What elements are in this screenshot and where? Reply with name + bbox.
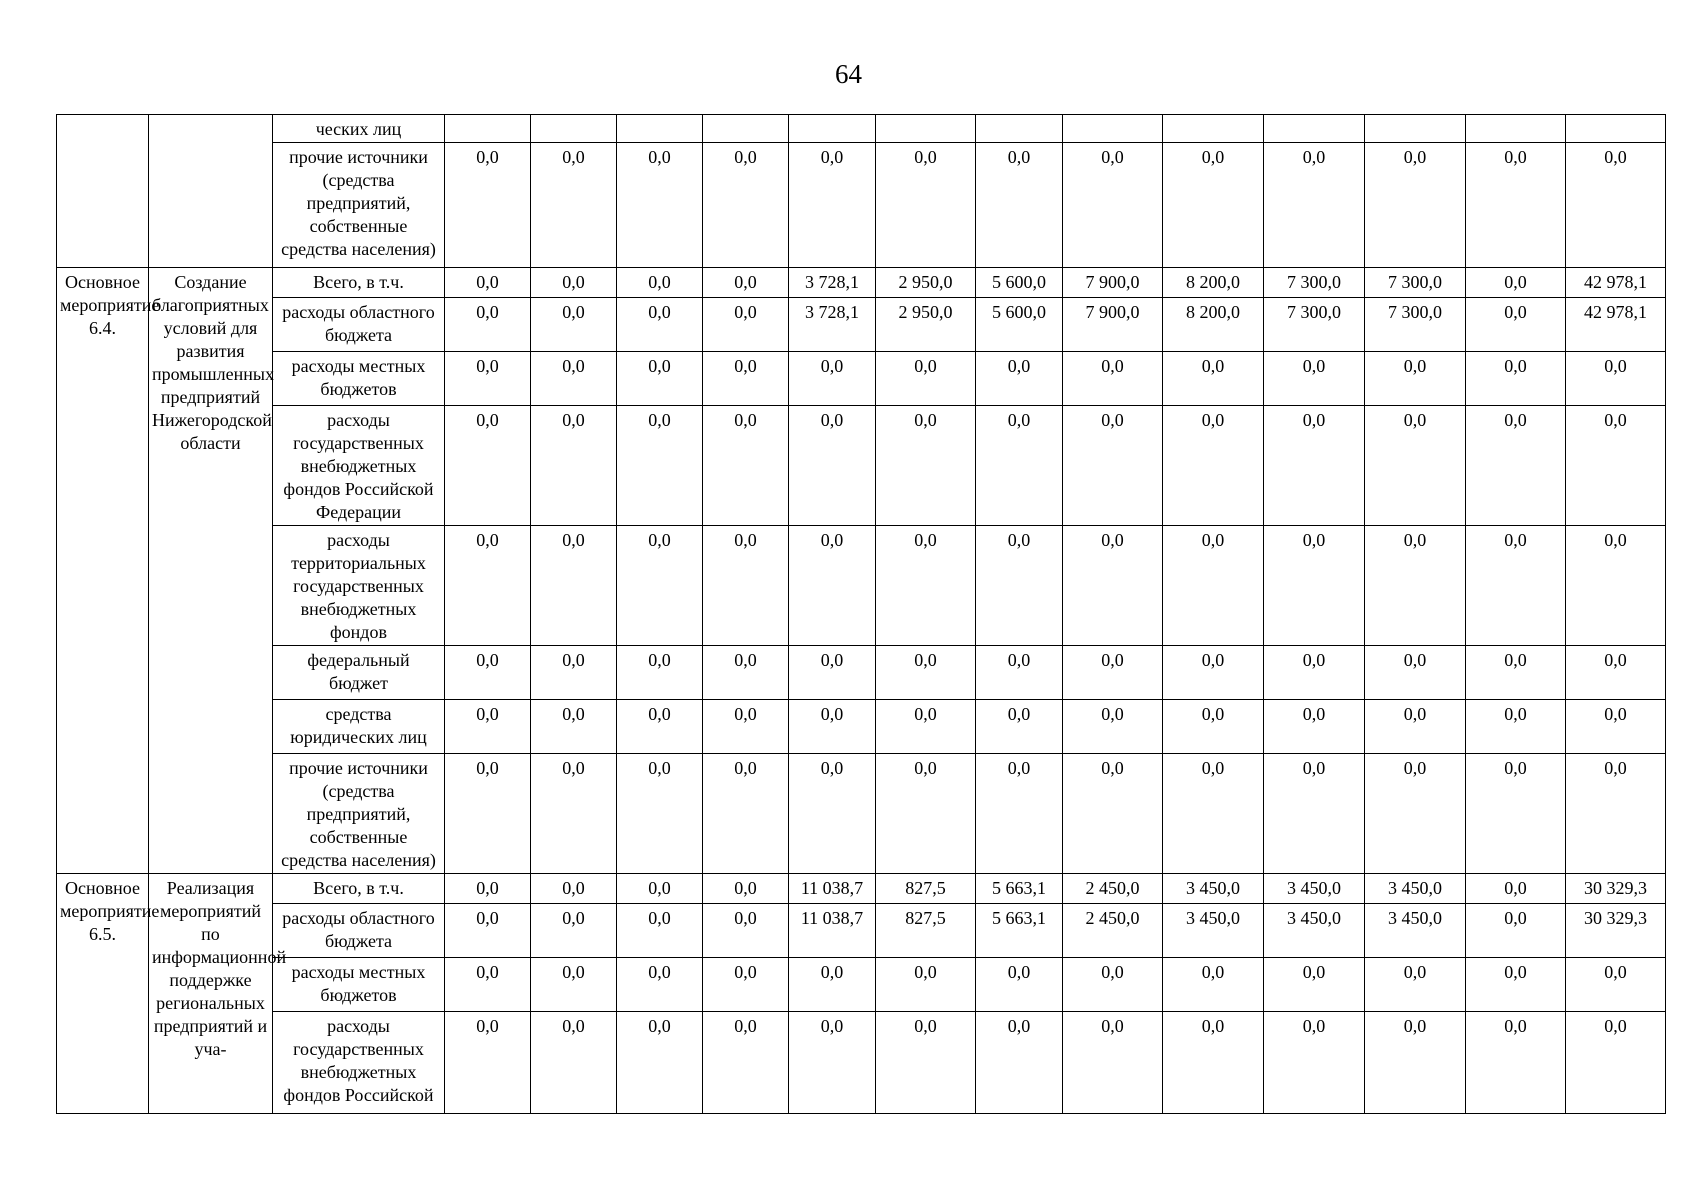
- value-cell: 0,0: [1365, 646, 1466, 700]
- value-cell: 0,0: [1365, 754, 1466, 874]
- value-cell: 0,0: [617, 526, 703, 646]
- event-title-cell: [149, 115, 273, 268]
- funding-source-cell: прочие источники (средства предприятий, собственные средства населения): [273, 754, 445, 874]
- value-cell: 0,0: [531, 754, 617, 874]
- value-cell: 0,0: [703, 754, 789, 874]
- value-cell: 0,0: [703, 406, 789, 526]
- value-cell: 0,0: [1466, 526, 1566, 646]
- value-cell: 0,0: [789, 352, 876, 406]
- value-cell: 0,0: [1063, 406, 1163, 526]
- value-cell: 0,0: [703, 958, 789, 1012]
- value-cell: 0,0: [703, 268, 789, 298]
- value-cell: 0,0: [617, 904, 703, 958]
- funding-source-cell: расходы областного бюджета: [273, 298, 445, 352]
- value-cell: 0,0: [876, 406, 976, 526]
- value-cell: 0,0: [703, 646, 789, 700]
- value-cell: 0,0: [531, 874, 617, 904]
- value-cell: 0,0: [617, 143, 703, 268]
- funding-source-cell: расходы местных бюджетов: [273, 958, 445, 1012]
- value-cell: 0,0: [1365, 526, 1466, 646]
- budget-table: [56, 114, 1666, 1114]
- value-cell: 8 200,0: [1163, 298, 1264, 352]
- value-cell: [1466, 115, 1566, 143]
- value-cell: 5 663,1: [976, 904, 1063, 958]
- table-row: [57, 874, 1666, 904]
- funding-source-cell: расходы областного бюджета: [273, 904, 445, 958]
- value-cell: 0,0: [876, 1012, 976, 1114]
- value-cell: 0,0: [1365, 143, 1466, 268]
- value-cell: 30 329,3: [1566, 904, 1666, 958]
- value-cell: 0,0: [976, 754, 1063, 874]
- table-row: [57, 700, 1666, 754]
- value-cell: 0,0: [1063, 646, 1163, 700]
- value-cell: 0,0: [531, 268, 617, 298]
- value-cell: 0,0: [976, 406, 1063, 526]
- value-cell: 0,0: [617, 352, 703, 406]
- value-cell: 0,0: [445, 700, 531, 754]
- value-cell: [445, 115, 531, 143]
- value-cell: 0,0: [531, 1012, 617, 1114]
- value-cell: 0,0: [1264, 700, 1365, 754]
- page-number: 64: [835, 59, 862, 89]
- value-cell: 0,0: [531, 700, 617, 754]
- value-cell: 7 300,0: [1365, 268, 1466, 298]
- value-cell: 0,0: [789, 526, 876, 646]
- funding-source-cell: расходы территориальных государственных внебюджетных фондов: [273, 526, 445, 646]
- value-cell: 0,0: [876, 646, 976, 700]
- value-cell: 0,0: [1264, 406, 1365, 526]
- value-cell: 0,0: [1566, 700, 1666, 754]
- budget-table-body: [57, 115, 1666, 1114]
- value-cell: [1063, 115, 1163, 143]
- value-cell: 827,5: [876, 874, 976, 904]
- value-cell: 0,0: [445, 646, 531, 700]
- value-cell: 0,0: [617, 646, 703, 700]
- funding-source-cell: расходы местных бюджетов: [273, 352, 445, 406]
- value-cell: [1163, 115, 1264, 143]
- value-cell: 2 950,0: [876, 298, 976, 352]
- value-cell: 0,0: [1566, 754, 1666, 874]
- value-cell: 0,0: [1163, 1012, 1264, 1114]
- value-cell: 11 038,7: [789, 874, 876, 904]
- value-cell: 0,0: [1466, 1012, 1566, 1114]
- funding-source-cell: федеральный бюджет: [273, 646, 445, 700]
- value-cell: 0,0: [976, 1012, 1063, 1114]
- value-cell: 0,0: [617, 700, 703, 754]
- value-cell: 0,0: [1063, 526, 1163, 646]
- value-cell: 0,0: [876, 700, 976, 754]
- value-cell: [976, 115, 1063, 143]
- value-cell: 0,0: [976, 143, 1063, 268]
- value-cell: [789, 115, 876, 143]
- value-cell: 7 300,0: [1264, 298, 1365, 352]
- value-cell: 42 978,1: [1566, 298, 1666, 352]
- value-cell: 0,0: [1365, 352, 1466, 406]
- value-cell: 3 450,0: [1365, 874, 1466, 904]
- value-cell: 0,0: [617, 298, 703, 352]
- table-row: [57, 268, 1666, 298]
- value-cell: 0,0: [531, 646, 617, 700]
- table-row: [57, 115, 1666, 143]
- value-cell: 7 900,0: [1063, 268, 1163, 298]
- value-cell: 42 978,1: [1566, 268, 1666, 298]
- value-cell: 8 200,0: [1163, 268, 1264, 298]
- funding-source-cell: Всего, в т.ч.: [273, 874, 445, 904]
- value-cell: 0,0: [1264, 526, 1365, 646]
- event-title-cell: Реализация мероприятий по информационной поддержке региональных предприятий и уча-: [149, 874, 273, 1114]
- value-cell: 0,0: [531, 352, 617, 406]
- funding-source-cell: ческих лиц: [273, 115, 445, 143]
- value-cell: 0,0: [445, 268, 531, 298]
- value-cell: 0,0: [1466, 406, 1566, 526]
- value-cell: 0,0: [531, 298, 617, 352]
- value-cell: 0,0: [1566, 143, 1666, 268]
- value-cell: 11 038,7: [789, 904, 876, 958]
- value-cell: 0,0: [789, 754, 876, 874]
- value-cell: 0,0: [1365, 700, 1466, 754]
- value-cell: 3 450,0: [1163, 874, 1264, 904]
- table-row: [57, 904, 1666, 958]
- value-cell: 0,0: [531, 406, 617, 526]
- table-row: [57, 143, 1666, 268]
- value-cell: 3 450,0: [1163, 904, 1264, 958]
- value-cell: 2 450,0: [1063, 904, 1163, 958]
- value-cell: 0,0: [1466, 268, 1566, 298]
- value-cell: 5 663,1: [976, 874, 1063, 904]
- value-cell: 0,0: [1466, 700, 1566, 754]
- value-cell: 0,0: [1365, 958, 1466, 1012]
- value-cell: 0,0: [617, 406, 703, 526]
- value-cell: 0,0: [1063, 143, 1163, 268]
- value-cell: 7 300,0: [1264, 268, 1365, 298]
- value-cell: 0,0: [1566, 406, 1666, 526]
- value-cell: 0,0: [445, 1012, 531, 1114]
- value-cell: 3 728,1: [789, 298, 876, 352]
- value-cell: 0,0: [531, 904, 617, 958]
- value-cell: 0,0: [1163, 143, 1264, 268]
- value-cell: 827,5: [876, 904, 976, 958]
- value-cell: 0,0: [703, 904, 789, 958]
- table-row: [57, 526, 1666, 646]
- table-row: [57, 406, 1666, 526]
- value-cell: [703, 115, 789, 143]
- value-cell: 3 450,0: [1264, 874, 1365, 904]
- value-cell: 0,0: [445, 526, 531, 646]
- value-cell: 0,0: [703, 352, 789, 406]
- event-title-cell: Создание благоприятных условий для развития промышленных предприятий Нижегородской области: [149, 268, 273, 874]
- value-cell: 0,0: [445, 874, 531, 904]
- value-cell: 0,0: [876, 526, 976, 646]
- value-cell: 0,0: [445, 352, 531, 406]
- value-cell: 0,0: [1063, 1012, 1163, 1114]
- value-cell: 7 300,0: [1365, 298, 1466, 352]
- value-cell: 3 450,0: [1264, 904, 1365, 958]
- value-cell: 0,0: [976, 352, 1063, 406]
- value-cell: 0,0: [617, 874, 703, 904]
- value-cell: 0,0: [1365, 406, 1466, 526]
- value-cell: 0,0: [703, 143, 789, 268]
- table-row: [57, 958, 1666, 1012]
- value-cell: 0,0: [1063, 352, 1163, 406]
- funding-source-cell: Всего, в т.ч.: [273, 268, 445, 298]
- value-cell: 0,0: [789, 700, 876, 754]
- value-cell: 0,0: [1163, 754, 1264, 874]
- event-number-cell: Основное мероприятие 6.5.: [57, 874, 149, 1114]
- value-cell: 3 450,0: [1365, 904, 1466, 958]
- value-cell: 0,0: [789, 406, 876, 526]
- value-cell: 0,0: [1264, 754, 1365, 874]
- funding-source-cell: прочие источники (средства предприятий, собственные средства населения): [273, 143, 445, 268]
- value-cell: 0,0: [1163, 352, 1264, 406]
- value-cell: 3 728,1: [789, 268, 876, 298]
- value-cell: 0,0: [789, 143, 876, 268]
- table-row: [57, 754, 1666, 874]
- value-cell: 0,0: [445, 958, 531, 1012]
- value-cell: 0,0: [531, 526, 617, 646]
- value-cell: 30 329,3: [1566, 874, 1666, 904]
- value-cell: 0,0: [617, 958, 703, 1012]
- value-cell: [1566, 115, 1666, 143]
- value-cell: 0,0: [531, 143, 617, 268]
- funding-source-cell: расходы государственных внебюджетных фондов Российской: [273, 1012, 445, 1114]
- value-cell: 0,0: [1264, 958, 1365, 1012]
- value-cell: [1365, 115, 1466, 143]
- value-cell: 0,0: [1063, 700, 1163, 754]
- table-row: [57, 646, 1666, 700]
- value-cell: 0,0: [617, 1012, 703, 1114]
- value-cell: 0,0: [1163, 526, 1264, 646]
- value-cell: 0,0: [1163, 646, 1264, 700]
- table-row: [57, 1012, 1666, 1114]
- value-cell: 0,0: [1264, 646, 1365, 700]
- value-cell: 0,0: [1063, 958, 1163, 1012]
- table-row: [57, 298, 1666, 352]
- value-cell: 0,0: [703, 874, 789, 904]
- value-cell: 0,0: [617, 268, 703, 298]
- value-cell: 0,0: [876, 958, 976, 1012]
- value-cell: [531, 115, 617, 143]
- value-cell: 0,0: [1466, 754, 1566, 874]
- value-cell: 0,0: [789, 958, 876, 1012]
- value-cell: [876, 115, 976, 143]
- value-cell: 0,0: [1566, 352, 1666, 406]
- value-cell: 0,0: [703, 1012, 789, 1114]
- funding-source-cell: средства юридических лиц: [273, 700, 445, 754]
- value-cell: 0,0: [1566, 646, 1666, 700]
- value-cell: 0,0: [445, 143, 531, 268]
- value-cell: 0,0: [976, 646, 1063, 700]
- value-cell: 0,0: [1163, 958, 1264, 1012]
- value-cell: 0,0: [976, 958, 1063, 1012]
- value-cell: 0,0: [876, 143, 976, 268]
- value-cell: 5 600,0: [976, 268, 1063, 298]
- value-cell: 0,0: [445, 904, 531, 958]
- event-number-cell: [57, 115, 149, 268]
- value-cell: 0,0: [976, 700, 1063, 754]
- value-cell: [1264, 115, 1365, 143]
- value-cell: 0,0: [531, 958, 617, 1012]
- value-cell: 0,0: [1566, 1012, 1666, 1114]
- value-cell: 0,0: [1466, 958, 1566, 1012]
- value-cell: 0,0: [1264, 352, 1365, 406]
- value-cell: 0,0: [1163, 406, 1264, 526]
- value-cell: 0,0: [1466, 298, 1566, 352]
- value-cell: [617, 115, 703, 143]
- value-cell: 5 600,0: [976, 298, 1063, 352]
- value-cell: 0,0: [1063, 754, 1163, 874]
- value-cell: 0,0: [876, 754, 976, 874]
- value-cell: 0,0: [1466, 904, 1566, 958]
- value-cell: 0,0: [1365, 1012, 1466, 1114]
- value-cell: 0,0: [789, 1012, 876, 1114]
- value-cell: 0,0: [617, 754, 703, 874]
- value-cell: 7 900,0: [1063, 298, 1163, 352]
- value-cell: 0,0: [703, 298, 789, 352]
- value-cell: 2 950,0: [876, 268, 976, 298]
- value-cell: 0,0: [1264, 143, 1365, 268]
- value-cell: 0,0: [976, 526, 1063, 646]
- value-cell: 0,0: [445, 298, 531, 352]
- value-cell: 0,0: [1264, 1012, 1365, 1114]
- value-cell: 2 450,0: [1063, 874, 1163, 904]
- value-cell: 0,0: [1163, 700, 1264, 754]
- value-cell: 0,0: [1566, 958, 1666, 1012]
- table-row: [57, 352, 1666, 406]
- value-cell: 0,0: [703, 700, 789, 754]
- value-cell: 0,0: [1466, 646, 1566, 700]
- value-cell: 0,0: [876, 352, 976, 406]
- event-number-cell: Основное мероприятие 6.4.: [57, 268, 149, 874]
- value-cell: 0,0: [703, 526, 789, 646]
- funding-source-cell: расходы государственных внебюджетных фондов Российской Федерации: [273, 406, 445, 526]
- value-cell: 0,0: [789, 646, 876, 700]
- value-cell: 0,0: [1566, 526, 1666, 646]
- value-cell: 0,0: [1466, 352, 1566, 406]
- value-cell: 0,0: [445, 406, 531, 526]
- value-cell: 0,0: [1466, 143, 1566, 268]
- value-cell: 0,0: [1466, 874, 1566, 904]
- value-cell: 0,0: [445, 754, 531, 874]
